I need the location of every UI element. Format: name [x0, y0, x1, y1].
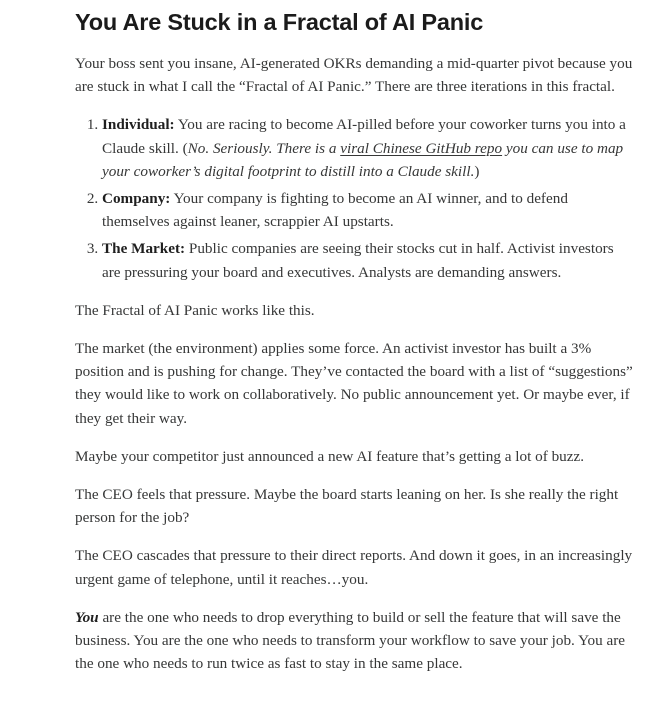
aside-note-before: No. Seriously. There is a [187, 139, 341, 157]
list-item-individual [102, 113, 635, 183]
list-item-label: Individual: [102, 116, 175, 134]
list-item-text: Your company is fighting to become an AI winner, and to defend themselves against leaner, scrappier AI upstarts. [102, 190, 568, 231]
emphasis-you: You [75, 608, 99, 626]
list-item-text: Public companies are seeing their stocks cut in half. Activist investors are pressuring your board and executives. Analysts are demanding answers. [102, 240, 614, 281]
body-paragraph: Maybe your competitor just announced a new AI feature that’s getting a lot of buzz. [75, 447, 585, 465]
closing-text: are the one who needs to drop everything to build or sell the feature that will save the business. You are the one who needs to transform your workflow to save your job. You are the one who needs to run twice as fast to stay in the same place. [75, 608, 626, 673]
body-paragraph: The market (the environment) applies some force. An activist investor has built a 3% position and is pushing for change. They’ve contacted the board with a list of “suggestions” they would like to work on collaboratively. No public announcement yet. Or maybe ever, if they get their way. [75, 340, 633, 427]
fractal-iterations-list [75, 113, 635, 283]
closing-paragraph [75, 606, 635, 676]
list-item-market [102, 237, 635, 283]
body-paragraph: The CEO cascades that pressure to their direct reports. And down it goes, in an increasingly urgent game of telephone, until it reaches…you. [75, 547, 633, 588]
intro-paragraph: Your boss sent you insane, AI-generated OKRs demanding a mid-quarter pivot because you are stuck in what I call the “Fractal of AI Panic.” There are three iterations in this fractal. [75, 55, 633, 96]
list-item-company [102, 187, 635, 233]
article-title: You Are Stuck in a Fractal of AI Panic [75, 9, 484, 35]
article [75, 6, 635, 690]
list-item-text: You are racing to become AI-pilled before your coworker turns you into a Claude skill. ( [102, 116, 626, 157]
body-paragraph: The Fractal of AI Panic works like this. [75, 301, 315, 319]
aside-close: ) [474, 162, 480, 180]
body-paragraph: The CEO feels that pressure. Maybe the board starts leaning on her. Is she really the right person for the job? [75, 486, 619, 527]
github-repo-link[interactable]: viral Chinese GitHub repo [340, 139, 503, 157]
list-item-label: Company: [102, 190, 171, 208]
list-item-label: The Market: [102, 240, 186, 258]
aside-note-after: you can use to map your coworker’s digital footprint to distill into a Claude skill. [102, 139, 624, 180]
